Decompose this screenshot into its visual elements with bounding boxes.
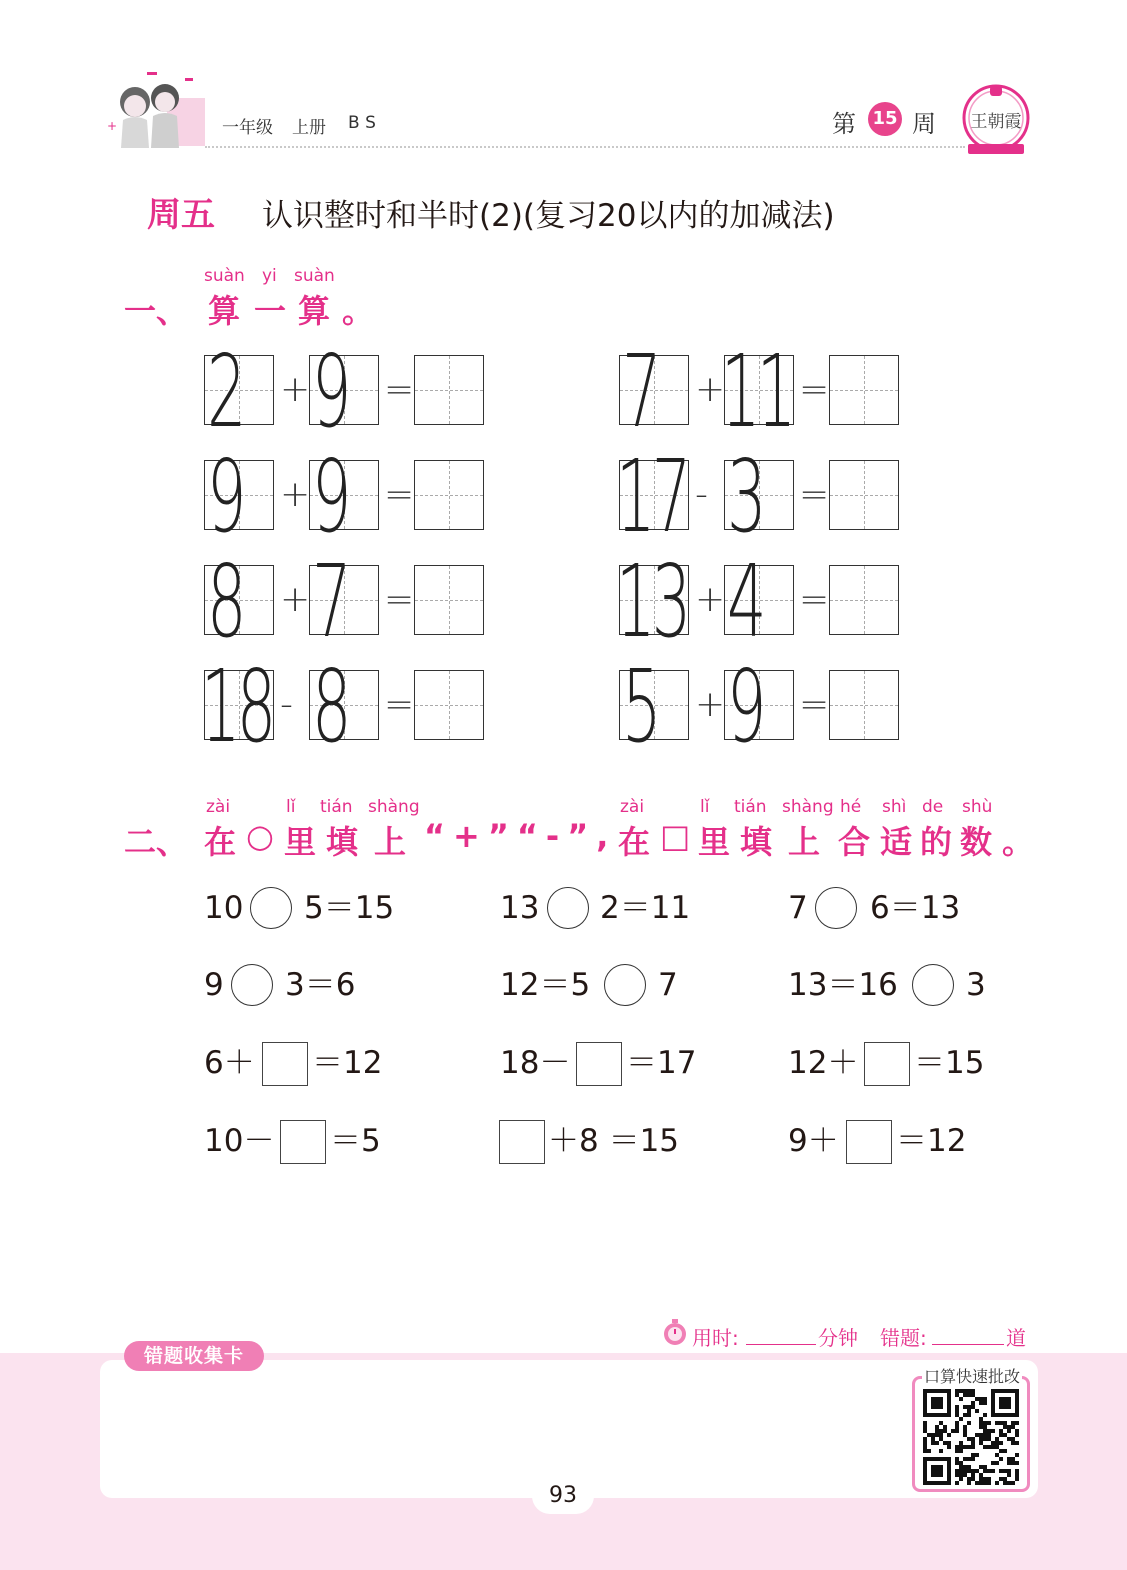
addend-a-box-digits: 5 [622, 648, 662, 765]
operator-sign: + [280, 474, 311, 515]
section2-char: 适 [880, 823, 913, 861]
addend-a-box [616, 543, 689, 660]
page-number: 93 [532, 1478, 594, 1514]
operator-circle[interactable] [815, 887, 857, 929]
equals-sign: = [384, 579, 415, 620]
operator-sign: + [695, 579, 726, 620]
addend-a-box [616, 438, 689, 555]
equals-sign: = [799, 369, 830, 410]
operator-sign: + [695, 684, 726, 725]
svg-text:+: + [107, 119, 118, 133]
section2-number: 二、 [124, 823, 189, 861]
section2-char: ○ [246, 817, 274, 855]
operator-sign: - [280, 684, 293, 725]
operator-sign: + [280, 369, 311, 410]
error-label: 错题: [880, 1326, 927, 1350]
number-square[interactable] [864, 1042, 910, 1086]
addend-b-box-digits: 11 [721, 333, 793, 450]
edition-label: B S [348, 113, 376, 133]
equals-sign: = [799, 684, 830, 725]
time-unit: 分钟 [818, 1326, 858, 1350]
addend-a-box-digits: 18 [201, 648, 273, 765]
section2-char: 上 [374, 823, 407, 861]
operator-circle[interactable] [547, 887, 589, 929]
section1-char-4: 。 [342, 292, 375, 330]
operator-circle[interactable] [912, 964, 954, 1006]
section1-char-1: 算 [208, 292, 241, 330]
addend-b-box-digits: 9 [312, 438, 352, 555]
operator-sign: + [280, 579, 311, 620]
addend-a-box-digits: 13 [616, 543, 688, 660]
week-suffix: 周 [912, 110, 936, 138]
error-blank[interactable] [932, 1344, 1004, 1345]
addend-b-box-digits: 7 [312, 543, 352, 660]
equation-part-left: 6＋ [204, 1045, 255, 1081]
qr-code-icon[interactable] [923, 1389, 1019, 1485]
equation-part-right: 6＝13 [870, 890, 961, 926]
operator-sign: - [695, 474, 708, 515]
section2-pinyin: shàng [368, 797, 420, 817]
addend-a-box [201, 648, 274, 765]
addend-a-box-digits: 8 [207, 543, 247, 660]
error-unit: 道 [1006, 1326, 1026, 1350]
time-blank[interactable] [746, 1344, 816, 1345]
section1-char-2: 一 [254, 292, 287, 330]
section2-pinyin: shàng [782, 797, 834, 817]
equation-part-left: 12＝5 [500, 967, 591, 1003]
section2-char: 在 [618, 823, 651, 861]
section2-char: 上 [788, 823, 821, 861]
seal-text: 王朝霞 [970, 112, 1022, 132]
section2-char: 填 [740, 823, 773, 861]
section1-pinyin-1: suàn [204, 266, 245, 286]
stopwatch-icon [662, 1318, 688, 1346]
addend-b-box-digits: 9 [312, 333, 352, 450]
equation-part-right: ＋8 ＝15 [548, 1123, 680, 1159]
section2-char: “+”“-”, [424, 817, 617, 855]
section2-pinyin: tián [320, 797, 353, 817]
section2-char: 填 [326, 823, 359, 861]
volume-label: 上册 [292, 118, 326, 138]
section2-pinyin: shù [962, 797, 993, 817]
equation-part-right: 7 [658, 967, 678, 1003]
equation-part-right: 2＝11 [600, 890, 691, 926]
equation-part-left: 12＋ [788, 1045, 859, 1081]
equation-part-left: 13＝16 [788, 967, 898, 1003]
equals-sign: = [384, 369, 415, 410]
equation-part-left: 9＋ [788, 1123, 839, 1159]
section2-pinyin: lǐ [700, 797, 710, 817]
operator-sign: + [695, 369, 726, 410]
equation-part-right: ＝12 [896, 1123, 967, 1159]
addend-a-box-digits: 17 [616, 438, 688, 555]
number-square[interactable] [499, 1120, 545, 1164]
equation-part-right: ＝17 [626, 1045, 697, 1081]
time-label: 用时: [692, 1326, 739, 1350]
equation-part-left: 10－ [204, 1123, 275, 1159]
section2-pinyin: tián [734, 797, 767, 817]
equation-part-right: ＝5 [330, 1123, 381, 1159]
addend-b-box-digits: 4 [727, 543, 767, 660]
addend-a-box-digits: 9 [207, 438, 247, 555]
section1-char-3: 算 [298, 292, 331, 330]
equals-sign: = [384, 474, 415, 515]
equation-part-right: 3 [966, 967, 986, 1003]
addend-b-box-digits: 8 [312, 648, 352, 765]
operator-circle[interactable] [604, 964, 646, 1006]
operator-circle[interactable] [250, 887, 292, 929]
equals-sign: = [799, 474, 830, 515]
addend-b-box-digits: 9 [727, 648, 767, 765]
equation-part-right: ＝12 [312, 1045, 383, 1081]
equation-part-right: 3＝6 [285, 967, 356, 1003]
section2-pinyin: de [922, 797, 944, 817]
section2-char: 里 [284, 823, 317, 861]
section2-char: 的 [920, 823, 953, 861]
qr-label: 口算快速批改 [922, 1364, 1022, 1387]
section1-pinyin-2: yi [262, 266, 277, 286]
addend-a-box-digits: 2 [207, 333, 247, 450]
equation-part-left: 9 [204, 967, 224, 1003]
week-number-badge: 15 [868, 102, 902, 136]
section2-pinyin: zài [620, 797, 645, 817]
section1-number: 一、 [124, 292, 189, 330]
qr-frame [912, 1376, 1030, 1492]
section1-pinyin-3: suàn [294, 266, 335, 286]
section2-char: 在 [204, 823, 237, 861]
equation-part-left: 10 [204, 890, 244, 926]
number-square[interactable] [846, 1120, 892, 1164]
number-square[interactable] [576, 1042, 622, 1086]
section2-pinyin: zài [206, 797, 231, 817]
addend-a-box-digits: 7 [622, 333, 662, 450]
equation-part-left: 7 [788, 890, 808, 926]
page-title: 认识整时和半时(2)(复习20以内的加减法) [262, 198, 835, 234]
equation-part-left: 13 [500, 890, 540, 926]
error-collection-label: 错题收集卡 [124, 1341, 264, 1371]
section2-char: 数 [960, 823, 993, 861]
operator-circle[interactable] [231, 964, 273, 1006]
section2-char: 里 [698, 823, 731, 861]
section2-char: □ [660, 817, 691, 855]
equals-sign: = [384, 684, 415, 725]
section2-pinyin: lǐ [286, 797, 296, 817]
grade-label: 一年级 [222, 118, 273, 138]
equation-part-right: 5＝15 [304, 890, 395, 926]
addend-b-box [721, 333, 794, 450]
week-prefix: 第 [832, 110, 856, 138]
number-square[interactable] [280, 1120, 326, 1164]
addend-b-box-digits: 3 [727, 438, 767, 555]
equals-sign: = [799, 579, 830, 620]
title-day: 周五 [147, 195, 215, 235]
section2-char: 。 [1002, 823, 1035, 861]
number-square[interactable] [262, 1042, 308, 1086]
section2-pinyin: shì [882, 797, 907, 817]
equation-part-left: 18－ [500, 1045, 571, 1081]
equation-part-right: ＝15 [914, 1045, 985, 1081]
section2-pinyin: hé [840, 797, 862, 817]
section2-char: 合 [838, 823, 871, 861]
